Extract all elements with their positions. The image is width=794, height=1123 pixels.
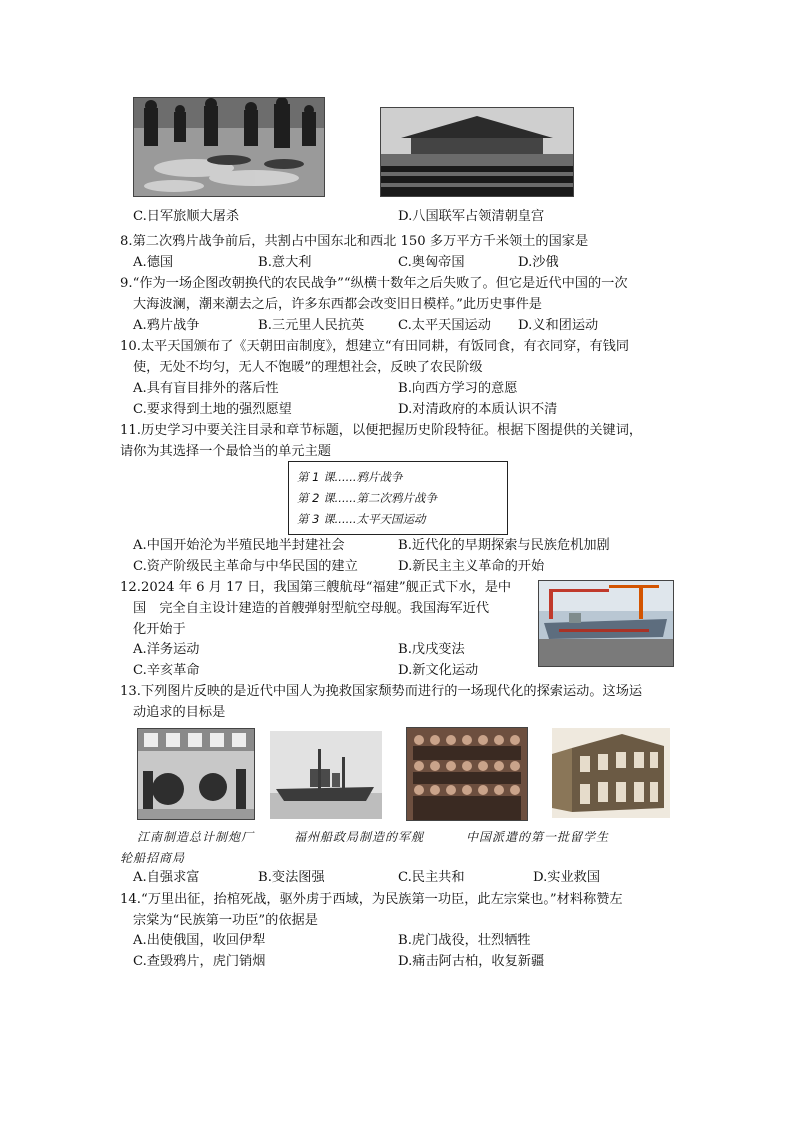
q7-option-d: D.八国联军占领清朝皇宫 bbox=[398, 209, 545, 224]
q10-stem-line-2: 使，无处不均匀，无人不饱暖”的理想社会，反映了农民阶级 bbox=[133, 360, 483, 375]
q8-option-a: A.德国 bbox=[133, 255, 174, 270]
arsenal-photo bbox=[137, 728, 255, 820]
q9-option-b: B.三元里人民抗英 bbox=[258, 318, 365, 333]
massacre-photo bbox=[133, 97, 325, 197]
q12-option-b: B.戊戌变法 bbox=[398, 642, 465, 657]
carrier-photo bbox=[538, 580, 674, 667]
students-photo bbox=[406, 727, 528, 821]
toc-lesson-3: 第 3 课......太平天国运动 bbox=[297, 512, 426, 526]
warship-photo-art bbox=[270, 731, 382, 819]
massacre-photo-art bbox=[134, 98, 324, 196]
q10-option-b: B.向西方学习的意愿 bbox=[398, 381, 518, 396]
q9-option-c: C.太平天国运动 bbox=[398, 318, 491, 333]
caption-students: 中国派遣的第一批留学生 bbox=[466, 830, 610, 844]
q11-option-c: C.资产阶级民主革命与中华民国的建立 bbox=[133, 559, 358, 574]
q8-option-d: D.沙俄 bbox=[518, 255, 559, 270]
q13-option-b: B.变法图强 bbox=[258, 870, 325, 885]
q11-option-d: D.新民主主义革命的开始 bbox=[398, 559, 545, 574]
q7-option-c: C.日军旅顺大屠杀 bbox=[133, 209, 240, 224]
q14-stem-line-2: 宗棠为“民族第一功臣”的依据是 bbox=[133, 913, 318, 928]
q9-option-d: D.义和团运动 bbox=[518, 318, 599, 333]
q12-stem-line-3: 化开始于 bbox=[133, 622, 186, 637]
q12-stem-line-1: 12.2024 年 6 月 17 日，我国第三艘航母“福建”舰正式下水，是中 bbox=[120, 580, 512, 595]
q11-stem-line-1: 11.历史学习中要关注目录和章节标题，以便把握历史阶段特征。根据下图提供的关键词， bbox=[120, 423, 643, 438]
forbidden-city-photo bbox=[380, 107, 574, 197]
q14-option-a: A.出使俄国，收回伊犁 bbox=[133, 933, 266, 948]
q13-option-d: D.实业救国 bbox=[533, 870, 601, 885]
table-of-contents-box bbox=[288, 461, 508, 535]
q9-option-a: A.鸦片战争 bbox=[133, 318, 200, 333]
q12-option-c: C.辛亥革命 bbox=[133, 663, 200, 678]
q13-stem-line-2: 动追求的目标是 bbox=[133, 705, 226, 720]
toc-lesson-1: 第 1 课......鸦片战争 bbox=[297, 470, 403, 484]
q12-option-a: A.洋务运动 bbox=[133, 642, 200, 657]
students-photo-art bbox=[407, 728, 527, 820]
q10-option-d: D.对清政府的本质认识不清 bbox=[398, 402, 558, 417]
q14-option-d: D.痛击阿古柏，收复新疆 bbox=[398, 954, 545, 969]
caption-warship: 福州船政局制造的军舰 bbox=[294, 830, 425, 844]
q12-stem-line-2: 国 完全自主设计建造的首艘弹射型航空母舰。我国海军近代 bbox=[133, 601, 490, 616]
q14-stem-line-1: 14.“万里出征，抬棺死战，驱外虏于西域，为民族第一功臣，此左宗棠也。”材料称赞左 bbox=[120, 892, 623, 907]
q10-option-c: C.要求得到土地的强烈愿望 bbox=[133, 402, 292, 417]
q12-option-d: D.新文化运动 bbox=[398, 663, 479, 678]
q10-stem-line-1: 10.太平天国颁布了《天朝田亩制度》，想建立“有田同耕，有饭同食，有衣同穿，有钱同 bbox=[120, 339, 630, 354]
q13-option-a: A.自强求富 bbox=[133, 870, 200, 885]
arsenal-photo-art bbox=[138, 729, 254, 819]
toc-lesson-2: 第 2 课......第二次鸦片战争 bbox=[297, 491, 438, 505]
forbidden-city-photo-art bbox=[381, 108, 573, 196]
carrier-photo-art bbox=[539, 581, 673, 666]
q11-option-b: B.近代化的早期探索与民族危机加剧 bbox=[398, 538, 610, 553]
caption-arsenal: 江南制造总计制炮厂 bbox=[137, 830, 255, 844]
q9-stem-line-2: 大海波澜，潮来潮去之后，许多东西都会改变旧日模样。”此历史事件是 bbox=[133, 297, 542, 312]
q13-stem-line-1: 13.下列图片反映的是近代中国人为挽救国家颓势而进行的一场现代化的探索运动。这场运 bbox=[120, 684, 643, 699]
merchants-bureau-photo bbox=[552, 728, 670, 818]
q9-stem-line-1: 9.“作为一场企图改朝换代的农民战争”“纵横十数年之后失败了。但它是近代中国的一次 bbox=[120, 276, 628, 291]
warship-photo bbox=[270, 731, 382, 819]
q10-option-a: A.具有盲目排外的落后性 bbox=[133, 381, 279, 396]
q8-stem: 8.第二次鸦片战争前后，共割占中国东北和西北 150 多万平方千米领土的国家是 bbox=[120, 234, 589, 249]
q14-option-c: C.查毁鸦片，虎门销烟 bbox=[133, 954, 266, 969]
q11-option-a: A.中国开始沦为半殖民地半封建社会 bbox=[133, 538, 345, 553]
q8-option-b: B.意大利 bbox=[258, 255, 312, 270]
q8-option-c: C.奥匈帝国 bbox=[398, 255, 465, 270]
q14-option-b: B.虎门战役，壮烈牺牲 bbox=[398, 933, 531, 948]
caption-merchants-bureau: 轮船招商局 bbox=[120, 851, 186, 865]
merchants-bureau-photo-art bbox=[552, 728, 670, 818]
q11-stem-line-2: 请你为其选择一个最恰当的单元主题 bbox=[120, 444, 331, 459]
q13-option-c: C.民主共和 bbox=[398, 870, 465, 885]
